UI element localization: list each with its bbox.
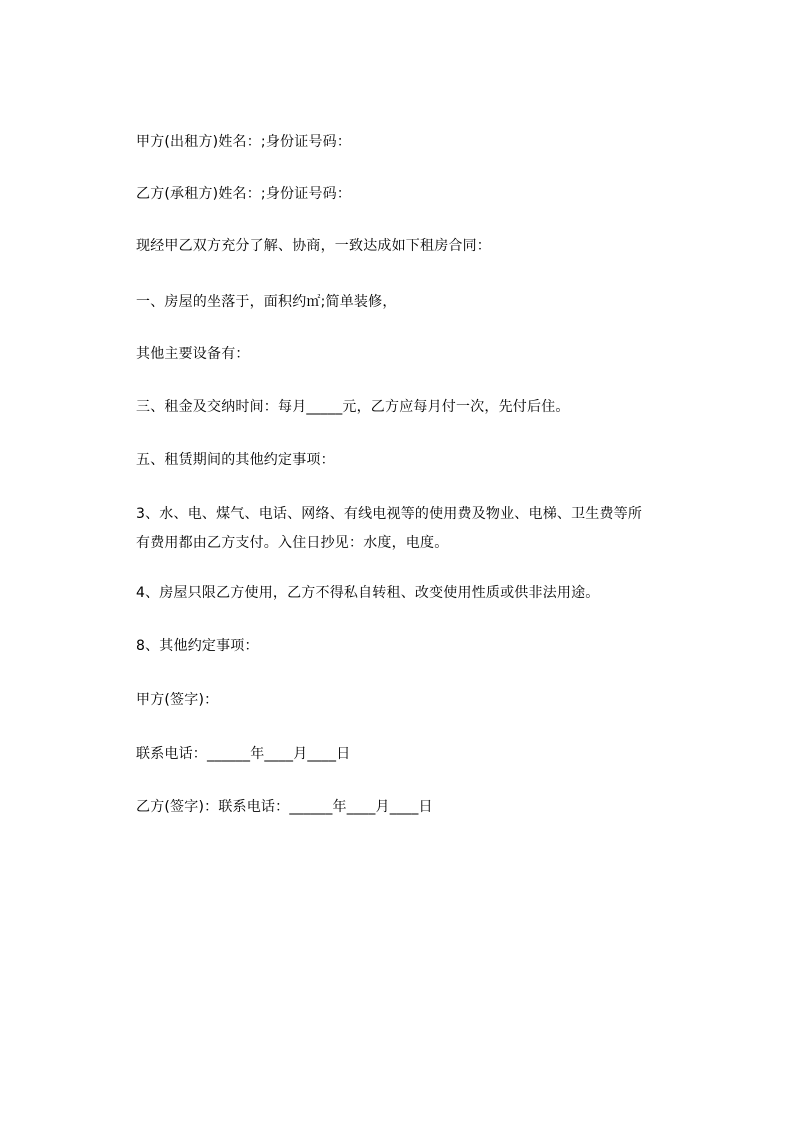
clause-usage-restriction: 4、房屋只限乙方使用，乙方不得私自转租、改变使用性质或供非法用途。 bbox=[136, 585, 600, 601]
clause-other-terms-heading: 五、租赁期间的其他约定事项： bbox=[136, 452, 335, 468]
clause-other-agreements: 8、其他约定事项： bbox=[136, 638, 259, 654]
party-a-contact-date: 联系电话：______年____月____日 bbox=[136, 746, 351, 762]
party-a-signature: 甲方(签字)： bbox=[136, 692, 219, 708]
party-b-info: 乙方(承租方)姓名：;身份证号码： bbox=[136, 186, 352, 202]
clause-utilities-line2: 有费用都由乙方支付。入住日抄见：水度，电度。 bbox=[136, 535, 449, 551]
clause-equipment: 其他主要设备有： bbox=[136, 346, 250, 362]
party-a-info: 甲方(出租方)姓名：;身份证号码： bbox=[136, 134, 352, 150]
clause-property-location: 一、房屋的坐落于，面积约㎡;简单装修， bbox=[136, 294, 397, 310]
clause-rent-payment: 三、租金及交纳时间：每月_____元，乙方应每月付一次，先付后住。 bbox=[136, 399, 570, 415]
contract-intro: 现经甲乙双方充分了解、协商，一致达成如下租房合同： bbox=[136, 238, 491, 254]
clause-utilities-line1: 3、水、电、煤气、电话、网络、有线电视等的使用费及物业、电梯、卫生费等所 bbox=[136, 506, 643, 522]
party-b-signature-contact-date: 乙方(签字)：联系电话：______年____月____日 bbox=[136, 799, 433, 815]
